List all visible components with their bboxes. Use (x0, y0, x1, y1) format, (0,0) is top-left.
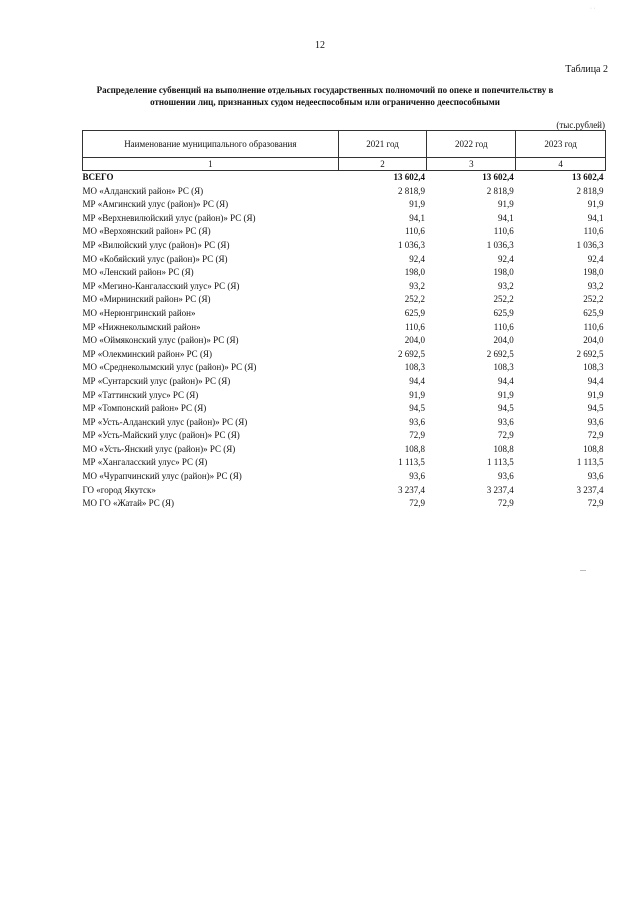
value-2022: 625,9 (493, 307, 514, 318)
municipality-name: МО «Кобяйский улус (район)» РС (Я) (82, 253, 228, 264)
value-2021: 1 113,5 (398, 457, 425, 468)
table-row (83, 280, 606, 294)
value-2022: 1 113,5 (487, 457, 514, 468)
value-2023: 94,5 (587, 403, 604, 414)
units-label: (тыс.рублей) (556, 120, 605, 130)
value-2021: 94,5 (409, 403, 425, 414)
municipality-name: МО «Среднеколымский улус (район)» РС (Я) (82, 362, 257, 373)
value-2022: 93,2 (497, 280, 514, 291)
table-row (83, 348, 606, 362)
value-2021: 91,9 (409, 389, 425, 400)
value-2022: 94,4 (497, 375, 514, 386)
value-2023: 3 237,4 (576, 484, 604, 495)
municipality-name: МР «Таттинский улус» РС (Я) (82, 389, 199, 400)
value-2022: 72,9 (497, 498, 514, 509)
value-2023: 110,6 (583, 226, 604, 237)
table-label: Таблица 2 (565, 64, 608, 75)
subvention-table (82, 130, 606, 511)
value-2022: 252,2 (493, 294, 514, 305)
value-2021: 2 692,5 (397, 348, 425, 359)
value-2021: 3 237,4 (397, 484, 425, 495)
total-label: ВСЕГО (82, 172, 114, 182)
municipality-name: МО «Нерюнгринский район» (82, 307, 196, 318)
table-header (83, 131, 606, 171)
table-row (83, 198, 606, 212)
municipality-name: МР «Мегино-Кангаласский улус» РС (Я) (82, 280, 240, 291)
municipality-name: МО «Алданский район» РС (Я) (82, 185, 204, 196)
document-title-line-1: Распределение субвенций на выполнение отдельных государственных полномочий по опеке и попечительству в (96, 85, 554, 95)
value-2022: 198,0 (493, 267, 514, 278)
municipality-name: МО «Оймяконский улус (район)» РС (Я) (82, 335, 239, 346)
value-2023: 1 036,3 (576, 239, 604, 250)
table-row (83, 443, 606, 457)
value-2022: 94,5 (497, 403, 514, 414)
value-2023: 93,2 (587, 280, 604, 291)
value-2022: 108,8 (493, 443, 514, 454)
table-row (83, 239, 606, 253)
column-number: 1 (83, 158, 339, 171)
table-row (83, 225, 606, 239)
value-2023: 92,4 (587, 253, 604, 264)
value-2022: 3 237,4 (486, 484, 514, 495)
value-2022: 204,0 (493, 335, 514, 346)
value-2023: 204,0 (583, 335, 604, 346)
table-row (83, 429, 606, 443)
value-2022: 2 818,9 (486, 185, 514, 196)
value-2023: 94,4 (587, 375, 604, 386)
table-row (83, 470, 606, 484)
value-2022: 72,9 (497, 430, 514, 441)
column-number: 3 (427, 158, 516, 171)
municipality-name: МО «Мирнинский район» РС (Я) (82, 294, 211, 305)
value-2023: 93,6 (587, 471, 604, 482)
total-2023: 13 602,4 (572, 172, 604, 182)
municipality-name: МР «Хангаласский улус» РС (Я) (82, 457, 208, 468)
header-2022: 2022 год (427, 131, 516, 158)
document-title (90, 84, 560, 108)
header-2021: 2021 год (338, 131, 427, 158)
municipality-name: МР «Сунтарский улус (район)» РС (Я) (82, 375, 231, 386)
value-2021: 94,1 (409, 212, 425, 223)
value-2021: 108,8 (404, 443, 425, 454)
table-row (83, 185, 606, 199)
value-2021: 93,6 (409, 416, 425, 427)
column-number: 2 (338, 158, 427, 171)
table-row (83, 416, 606, 430)
page-number: 12 (315, 40, 325, 51)
value-2023: 91,9 (587, 199, 604, 210)
value-2022: 110,6 (493, 321, 514, 332)
value-2023: 72,9 (587, 430, 604, 441)
value-2021: 94,4 (409, 375, 425, 386)
value-2021: 204,0 (404, 335, 425, 346)
municipality-name: МО «Усть-Янский улус (район)» РС (Я) (82, 443, 236, 454)
municipality-name: МР «Олекминский район» РС (Я) (82, 348, 212, 359)
municipality-name: МО «Ленский район» РС (Я) (82, 267, 194, 278)
table-body (83, 171, 606, 511)
column-number-row (83, 158, 606, 171)
value-2022: 93,6 (497, 416, 514, 427)
value-2023: 198,0 (583, 267, 604, 278)
value-2021: 198,0 (404, 267, 425, 278)
value-2022: 91,9 (497, 389, 514, 400)
total-row (83, 171, 606, 185)
table-row (83, 293, 606, 307)
value-2021: 72,9 (409, 498, 425, 509)
value-2023: 1 113,5 (576, 457, 604, 468)
value-2022: 108,3 (493, 362, 514, 373)
value-2021: 625,9 (404, 307, 425, 318)
total-2022: 13 602,4 (482, 172, 514, 182)
value-2021: 92,4 (409, 253, 425, 264)
municipality-name: МР «Нижнеколымский район» (82, 321, 201, 332)
column-number: 4 (516, 158, 606, 171)
table-row (83, 334, 606, 348)
table-row (83, 497, 606, 511)
value-2022: 94,1 (497, 212, 514, 223)
value-2021: 93,6 (409, 471, 425, 482)
value-2021: 110,6 (405, 321, 425, 332)
value-2021: 91,9 (409, 199, 425, 210)
table-row (83, 307, 606, 321)
value-2022: 110,6 (493, 226, 514, 237)
value-2021: 108,3 (404, 362, 425, 373)
value-2021: 93,2 (409, 280, 425, 291)
table-row (83, 484, 606, 498)
value-2021: 72,9 (409, 430, 425, 441)
value-2022: 1 036,3 (486, 239, 514, 250)
municipality-name: МО «Чурапчинский улус (район)» РС (Я) (82, 471, 242, 482)
scan-mark-line (580, 570, 586, 571)
municipality-name: МР «Томпонский район» РС (Я) (82, 403, 207, 414)
municipality-name: МР «Верхневилюйский улус (район)» РС (Я) (82, 212, 256, 223)
value-2022: 2 692,5 (486, 348, 514, 359)
table-row (83, 456, 606, 470)
scan-mark: · · (590, 6, 596, 12)
municipality-name: МР «Усть-Майский улус (район)» РС (Я) (82, 430, 240, 441)
value-2023: 108,8 (583, 443, 604, 454)
value-2023: 91,9 (587, 389, 604, 400)
value-2023: 2 692,5 (576, 348, 604, 359)
municipality-name: МО «Верхоянский район» РС (Я) (82, 226, 211, 237)
table-row (83, 402, 606, 416)
value-2023: 93,6 (587, 416, 604, 427)
value-2023: 625,9 (583, 307, 604, 318)
municipality-name: ГО «город Якутск» (82, 484, 156, 495)
value-2023: 108,3 (583, 362, 604, 373)
municipality-name: МР «Амгинский улус (район)» РС (Я) (82, 199, 229, 210)
value-2021: 252,2 (404, 294, 425, 305)
value-2023: 72,9 (587, 498, 604, 509)
table-row (83, 389, 606, 403)
value-2022: 91,9 (497, 199, 514, 210)
value-2023: 252,2 (583, 294, 604, 305)
municipality-name: МР «Вилюйский улус (район)» РС (Я) (82, 239, 230, 250)
table-row (83, 361, 606, 375)
value-2023: 110,6 (583, 321, 604, 332)
value-2021: 110,6 (405, 226, 425, 237)
header-2023: 2023 год (516, 131, 606, 158)
municipality-name: МО ГО «Жатай» РС (Я) (82, 498, 175, 509)
value-2022: 92,4 (497, 253, 514, 264)
header-name: Наименование муниципального образования (83, 131, 339, 158)
value-2022: 93,6 (497, 471, 514, 482)
table-row (83, 266, 606, 280)
value-2021: 2 818,9 (397, 185, 425, 196)
document-title-line-2: отношении лиц, признанных судом недееспособным или ограниченно дееспособными (150, 97, 500, 107)
table-row (83, 253, 606, 267)
total-2021: 13 602,4 (393, 172, 425, 182)
municipality-name: МР «Усть-Алданский улус (район)» РС (Я) (82, 416, 248, 427)
value-2023: 94,1 (587, 212, 604, 223)
value-2021: 1 036,3 (397, 239, 425, 250)
table-row (83, 212, 606, 226)
table-row (83, 375, 606, 389)
value-2023: 2 818,9 (576, 185, 604, 196)
table-row (83, 321, 606, 335)
